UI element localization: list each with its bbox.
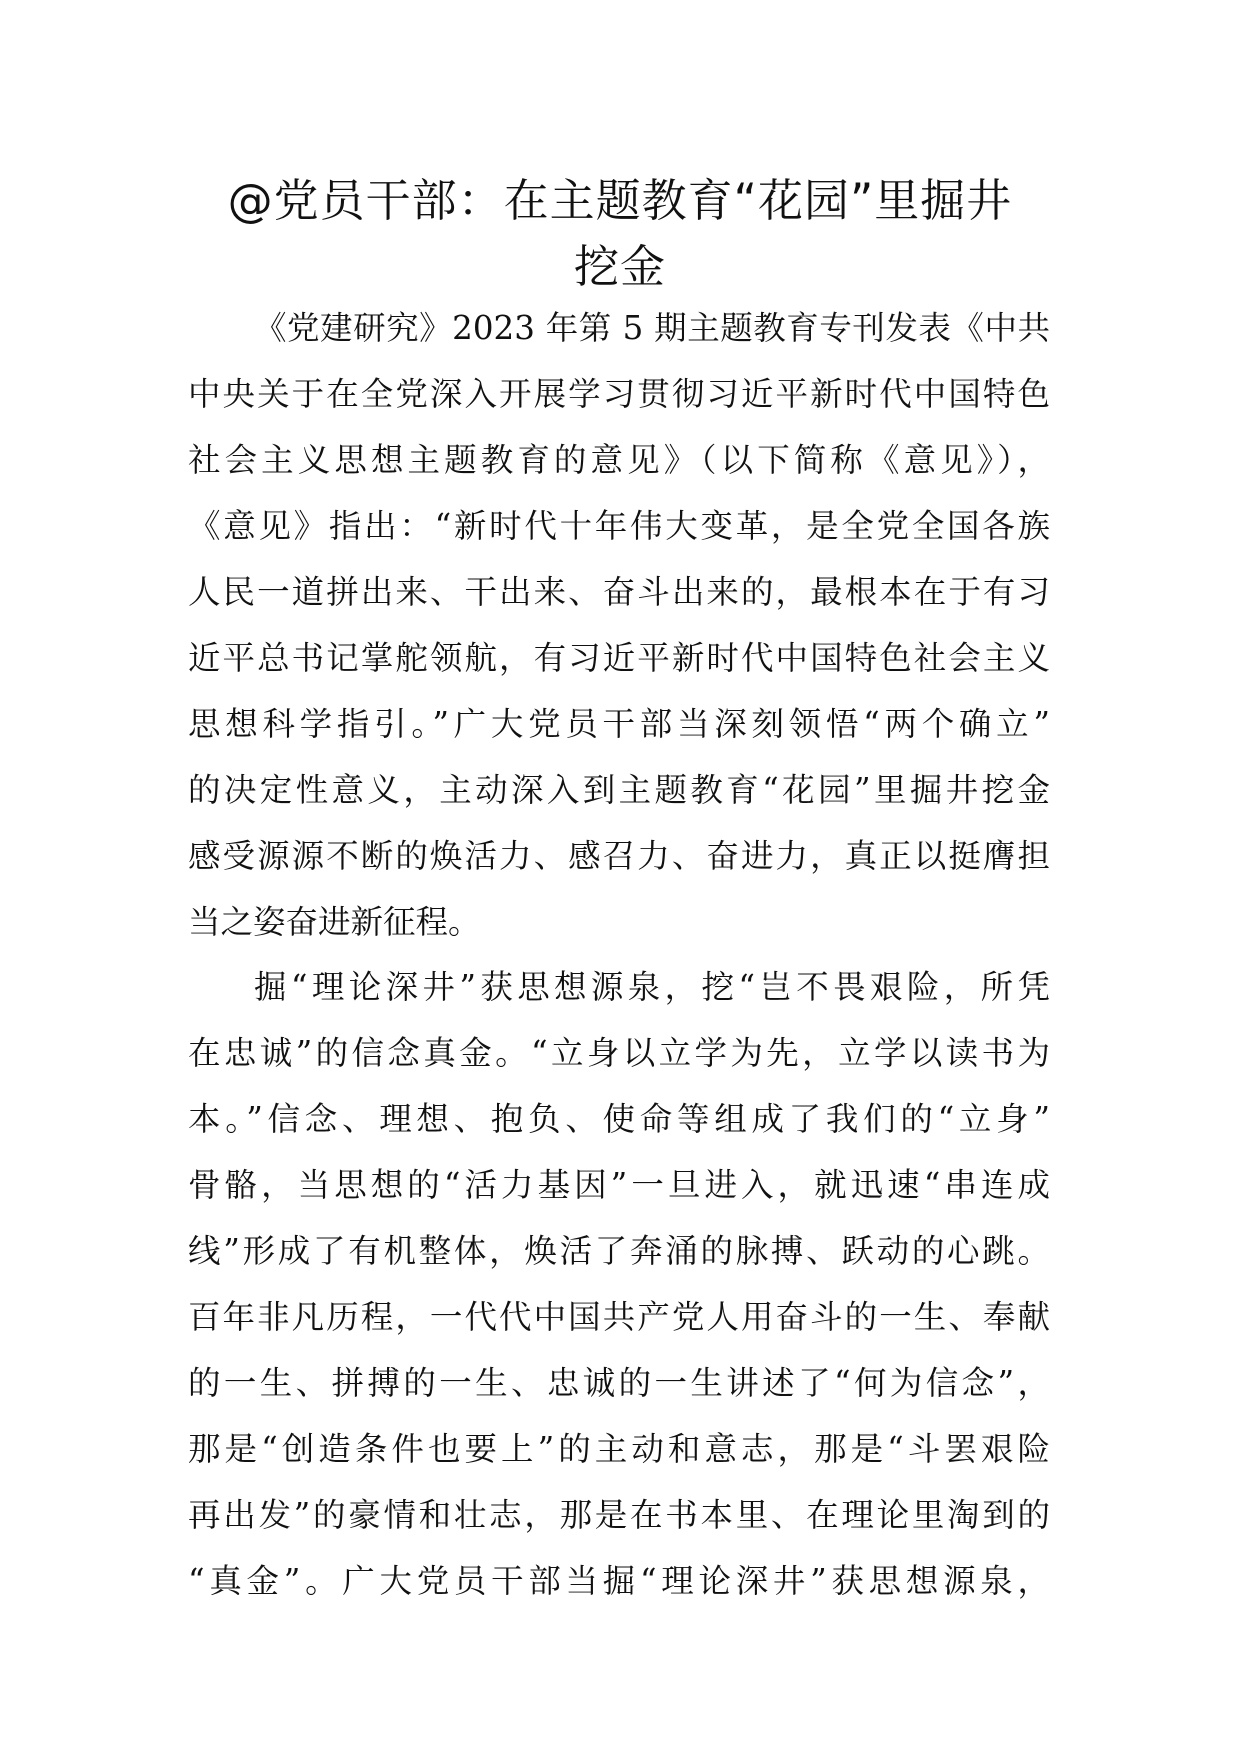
paragraph-line: 近平总书记掌舵领航，有习近平新时代中国特色社会主义 bbox=[188, 639, 1050, 677]
paragraph-line: 百年非凡历程，一代代中国共产党人用奋斗的一生、奉献 bbox=[188, 1298, 1050, 1336]
paragraph-line: 本。”信念、理想、抱负、使命等组成了我们的“立身” bbox=[188, 1100, 1050, 1138]
paragraph-line: “真金”。广大党员干部当掘“理论深井”获思想源泉， bbox=[188, 1562, 1050, 1600]
paragraph-line: 再出发”的豪情和壮志，那是在书本里、在理论里淘到的 bbox=[188, 1496, 1050, 1534]
paragraph-line: 的一生、拼搏的一生、忠诚的一生讲述了“何为信念”， bbox=[188, 1364, 1050, 1402]
paragraph-line: 线”形成了有机整体，焕活了奔涌的脉搏、跃动的心跳。 bbox=[188, 1232, 1050, 1270]
paragraph-line: 思想科学指引。”广大党员干部当深刻领悟“两个确立” bbox=[188, 705, 1050, 743]
paragraph-line: 社会主义思想主题教育的意见》（以下简称《意见》）， bbox=[188, 441, 1050, 479]
paragraph-line: 在忠诚”的信念真金。“立身以立学为先，立学以读书为 bbox=[188, 1034, 1050, 1072]
paragraph bbox=[188, 295, 1050, 955]
document-title bbox=[190, 168, 1050, 300]
paragraph-line: 感受源源不断的焕活力、感召力、奋进力，真正以挺膺担 bbox=[188, 837, 1050, 875]
paragraph-line: 掘“理论深井”获思想源泉，挖“岂不畏艰险，所凭 bbox=[254, 968, 1050, 1006]
paragraph-line: 《意见》指出：“新时代十年伟大变革，是全党全国各族 bbox=[188, 507, 1050, 545]
paragraph-line: 当之姿奋进新征程。 bbox=[188, 903, 481, 941]
paragraph-line: 中央关于在全党深入开展学习贯彻习近平新时代中国特色 bbox=[188, 375, 1050, 413]
paragraph-line: 的决定性意义，主动深入到主题教育“花园”里掘井挖金 bbox=[188, 771, 1050, 809]
paragraph bbox=[188, 954, 1050, 1614]
paragraph-line: 那是“创造条件也要上”的主动和意志，那是“斗罢艰险 bbox=[188, 1430, 1050, 1468]
title-line: 挖金 bbox=[573, 240, 666, 293]
paragraph-line: 骨骼，当思想的“活力基因”一旦进入，就迅速“串连成 bbox=[188, 1166, 1050, 1204]
title-line: @党员干部：在主题教育“花园”里掘井 bbox=[227, 174, 1013, 227]
paragraph-line: 人民一道拼出来、干出来、奋斗出来的，最根本在于有习 bbox=[188, 573, 1050, 611]
paragraph-line: 《党建研究》2023 年第 5 期主题教育专刊发表《中共 bbox=[254, 309, 1050, 347]
